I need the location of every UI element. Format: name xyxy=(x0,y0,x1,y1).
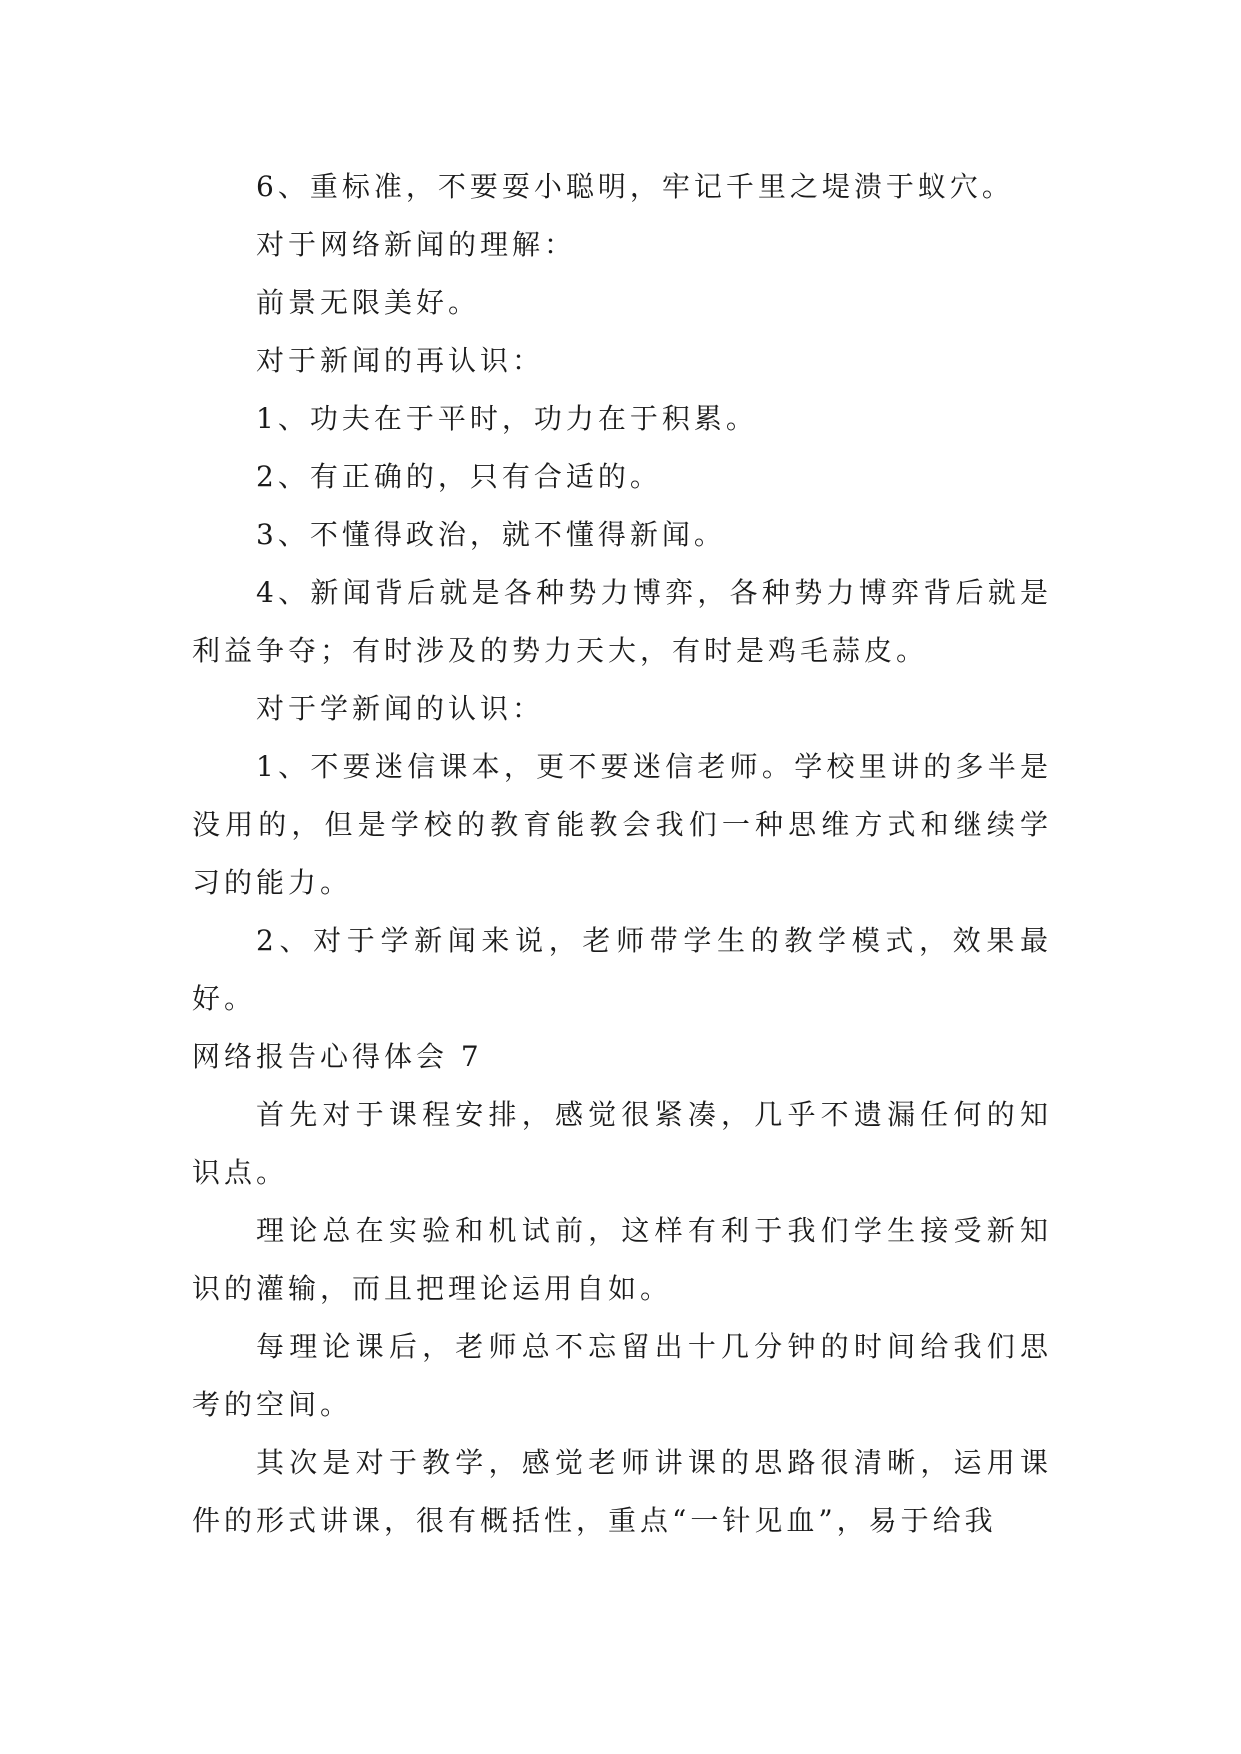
paragraph: 4、新闻背后就是各种势力博弈，各种势力博弈背后就是利益争夺；有时涉及的势力天大，有时是鸡毛蒜皮。 xyxy=(192,576,1052,667)
paragraph: 3、不懂得政治，就不懂得新闻。 xyxy=(256,518,726,551)
paragraph: 1、功夫在于平时，功力在于积累。 xyxy=(256,402,758,435)
paragraph: 前景无限美好。 xyxy=(256,286,481,319)
paragraph: 对于新闻的再认识： xyxy=(256,344,545,377)
paragraph: 1、不要迷信课本，更不要迷信老师。学校里讲的多半是没用的，但是学校的教育能教会我们一种思维方式和继续学习的能力。 xyxy=(192,750,1052,899)
section-heading: 网络报告心得体会 7 xyxy=(192,1040,483,1073)
document-page xyxy=(192,158,1052,1550)
paragraph: 其次是对于教学，感觉老师讲课的思路很清晰，运用课件的形式讲课，很有概括性，重点“一针见血”，易于给我 xyxy=(192,1446,1052,1537)
paragraph: 对于网络新闻的理解： xyxy=(256,228,577,261)
paragraph: 每理论课后，老师总不忘留出十几分钟的时间给我们思考的空间。 xyxy=(192,1330,1052,1421)
paragraph: 理论总在实验和机试前，这样有利于我们学生接受新知识的灌输，而且把理论运用自如。 xyxy=(192,1214,1052,1305)
paragraph: 2、有正确的，只有合适的。 xyxy=(256,460,662,493)
paragraph: 2、对于学新闻来说，老师带学生的教学模式，效果最好。 xyxy=(192,924,1052,1015)
paragraph: 6、重标准，不要耍小聪明，牢记千里之堤溃于蚁穴。 xyxy=(256,170,1014,203)
paragraph: 首先对于课程安排，感觉很紧凑，几乎不遗漏任何的知识点。 xyxy=(192,1098,1052,1189)
paragraph: 对于学新闻的认识： xyxy=(256,692,545,725)
